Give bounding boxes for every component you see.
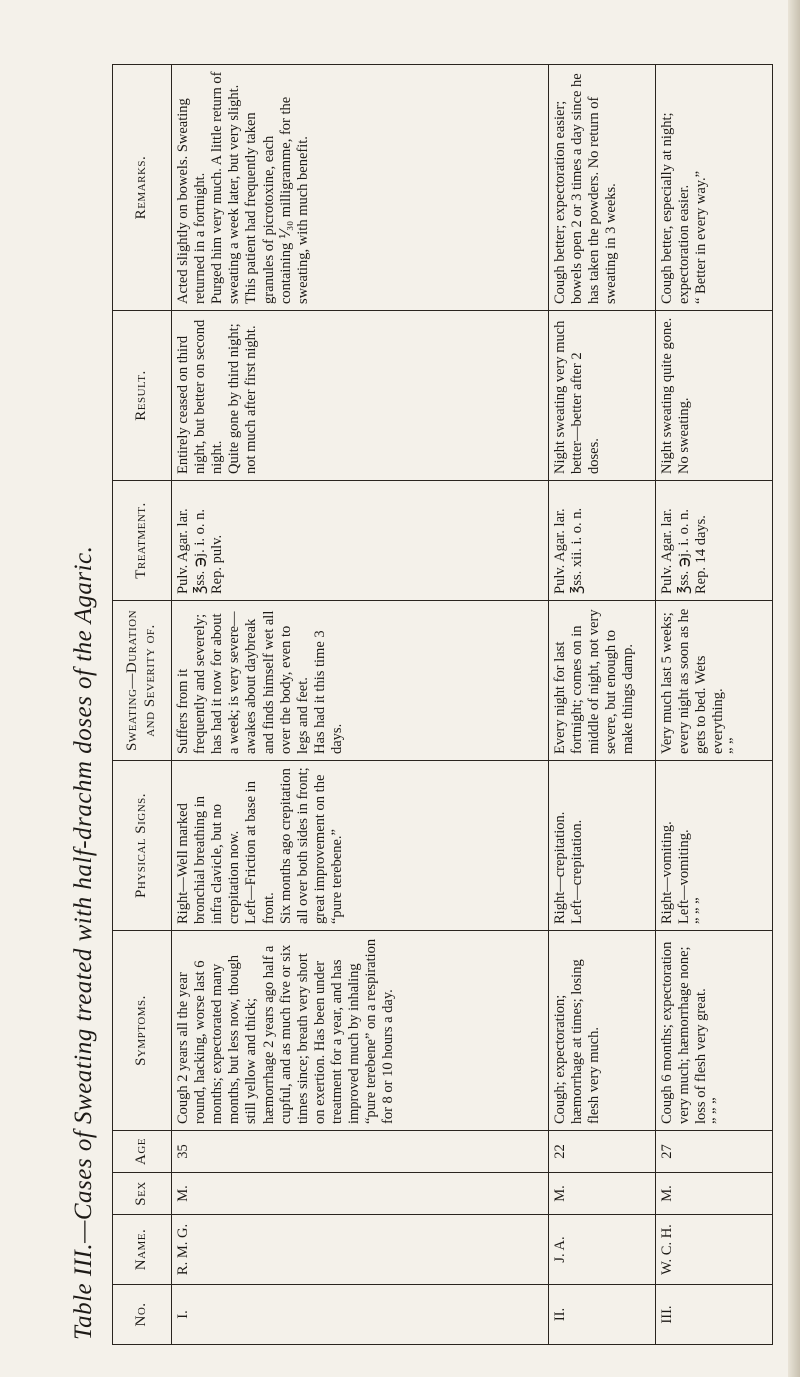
table-row	[656, 65, 773, 1345]
cases-table	[112, 64, 773, 1345]
column-header-sex: Sex	[113, 1173, 172, 1215]
case-number: II.	[549, 1285, 656, 1345]
case-name: R. M. G.	[172, 1215, 549, 1285]
column-header-treatment: Treatment.	[113, 481, 172, 601]
column-header-age: Age	[113, 1131, 172, 1173]
table-row	[172, 65, 549, 1345]
page-edge-shadow	[788, 0, 800, 1377]
column-header-no: No.	[113, 1285, 172, 1345]
column-header-physical-signs: Physical Signs.	[113, 761, 172, 931]
column-header-result: Result.	[113, 311, 172, 481]
case-age: 35	[172, 1131, 549, 1173]
case-age: 22	[549, 1131, 656, 1173]
table-title: Table III.—Cases of Sweating treated with half-drachm doses of the Agaric.	[70, 545, 97, 1340]
header-row	[113, 65, 172, 1345]
case-sex: M.	[656, 1173, 773, 1215]
case-treatment: Pulv. Agar. lar. ℥ss. ℈j. i. o. n. Rep. 14 days.	[656, 481, 773, 601]
case-name: J. A.	[549, 1215, 656, 1285]
case-number: III.	[656, 1285, 773, 1345]
column-header-symptoms: Symptoms.	[113, 931, 172, 1131]
case-sweating: Every night for last fortnight; comes on in middle of night, not very severe, but enough to make things damp.	[549, 601, 656, 761]
case-symptoms: Cough 6 months; expectoration very much; hæmorrhage none; loss of flesh very great. ” ” ”	[656, 931, 773, 1131]
case-result: Night sweating very much better—better after 2 doses.	[549, 311, 656, 481]
case-remarks: Cough better; expectoration easier; bowels open 2 or 3 times a day since he has taken the powders. No return of sweating in 3 weeks.	[549, 65, 656, 311]
column-header-name: Name.	[113, 1215, 172, 1285]
case-remarks: Acted slightly on bowels. Sweating returned in a fortnight. Purged him very much. A little return of sweating a week later, but very slight. This patient had frequently taken granules of picrotoxine, each containing ⅟₃₀ milligramme, for the sweating, with much benefit.	[172, 65, 549, 311]
case-number: I.	[172, 1285, 549, 1345]
case-treatment: Pulv. Agar. lar. ℥ss. xii. i. o. n.	[549, 481, 656, 601]
case-name: W. C. H.	[656, 1215, 773, 1285]
case-result: Night sweating quite gone. No sweating.	[656, 311, 773, 481]
table-row	[549, 65, 656, 1345]
case-sweating: Suffers from it frequently and severely; has had it now for about a week; is very severe—awakes about daybreak and finds himself wet all over the body, even to legs and feet. Has had it this time 3 days.	[172, 601, 549, 761]
rotated-table-container	[112, 65, 752, 1345]
case-physical-signs: Right—crepitation. Left—crepitation.	[549, 761, 656, 931]
case-symptoms: Cough; expectoration; hæmorrhage at times; losing flesh very much.	[549, 931, 656, 1131]
column-header-sweating: Sweating—Duration and Severity of.	[113, 601, 172, 761]
case-result: Entirely ceased on third night, but better on second night. Quite gone by third night; not much after first night.	[172, 311, 549, 481]
case-remarks: Cough better, especially at night; expectoration easier. “ Better in every way.”	[656, 65, 773, 311]
case-age: 27	[656, 1131, 773, 1173]
case-symptoms: Cough 2 years all the year round, hacking, worse last 6 months; expectorated many months, but less now, though still yellow and thick; hæmorrhage 2 years ago half a cupful, and as much five or six times since; breath very short on exertion. Has been under treatment for a year, and has improved much by inhaling “pure terebene” on a respiration for 8 or 10 hours a day.	[172, 931, 549, 1131]
case-treatment: Pulv. Agar. lar. ℥ss. ℈j. i. o. n. Rep. pulv.	[172, 481, 549, 601]
case-sweating: Very much last 5 weeks; every night as soon as he gets to bed. Wets everything. ” ”	[656, 601, 773, 761]
case-sex: M.	[549, 1173, 656, 1215]
column-header-remarks: Remarks.	[113, 65, 172, 311]
case-physical-signs: Right—Well marked bronchial breathing in infra clavicle, but no crepitation now. Left—Friction at base in front. Six months ago crepitation all over both sides in front; great improvement on the “pure terebene.”	[172, 761, 549, 931]
case-sex: M.	[172, 1173, 549, 1215]
case-physical-signs: Right—vomiting. Left—vomiting. ” ” ”	[656, 761, 773, 931]
